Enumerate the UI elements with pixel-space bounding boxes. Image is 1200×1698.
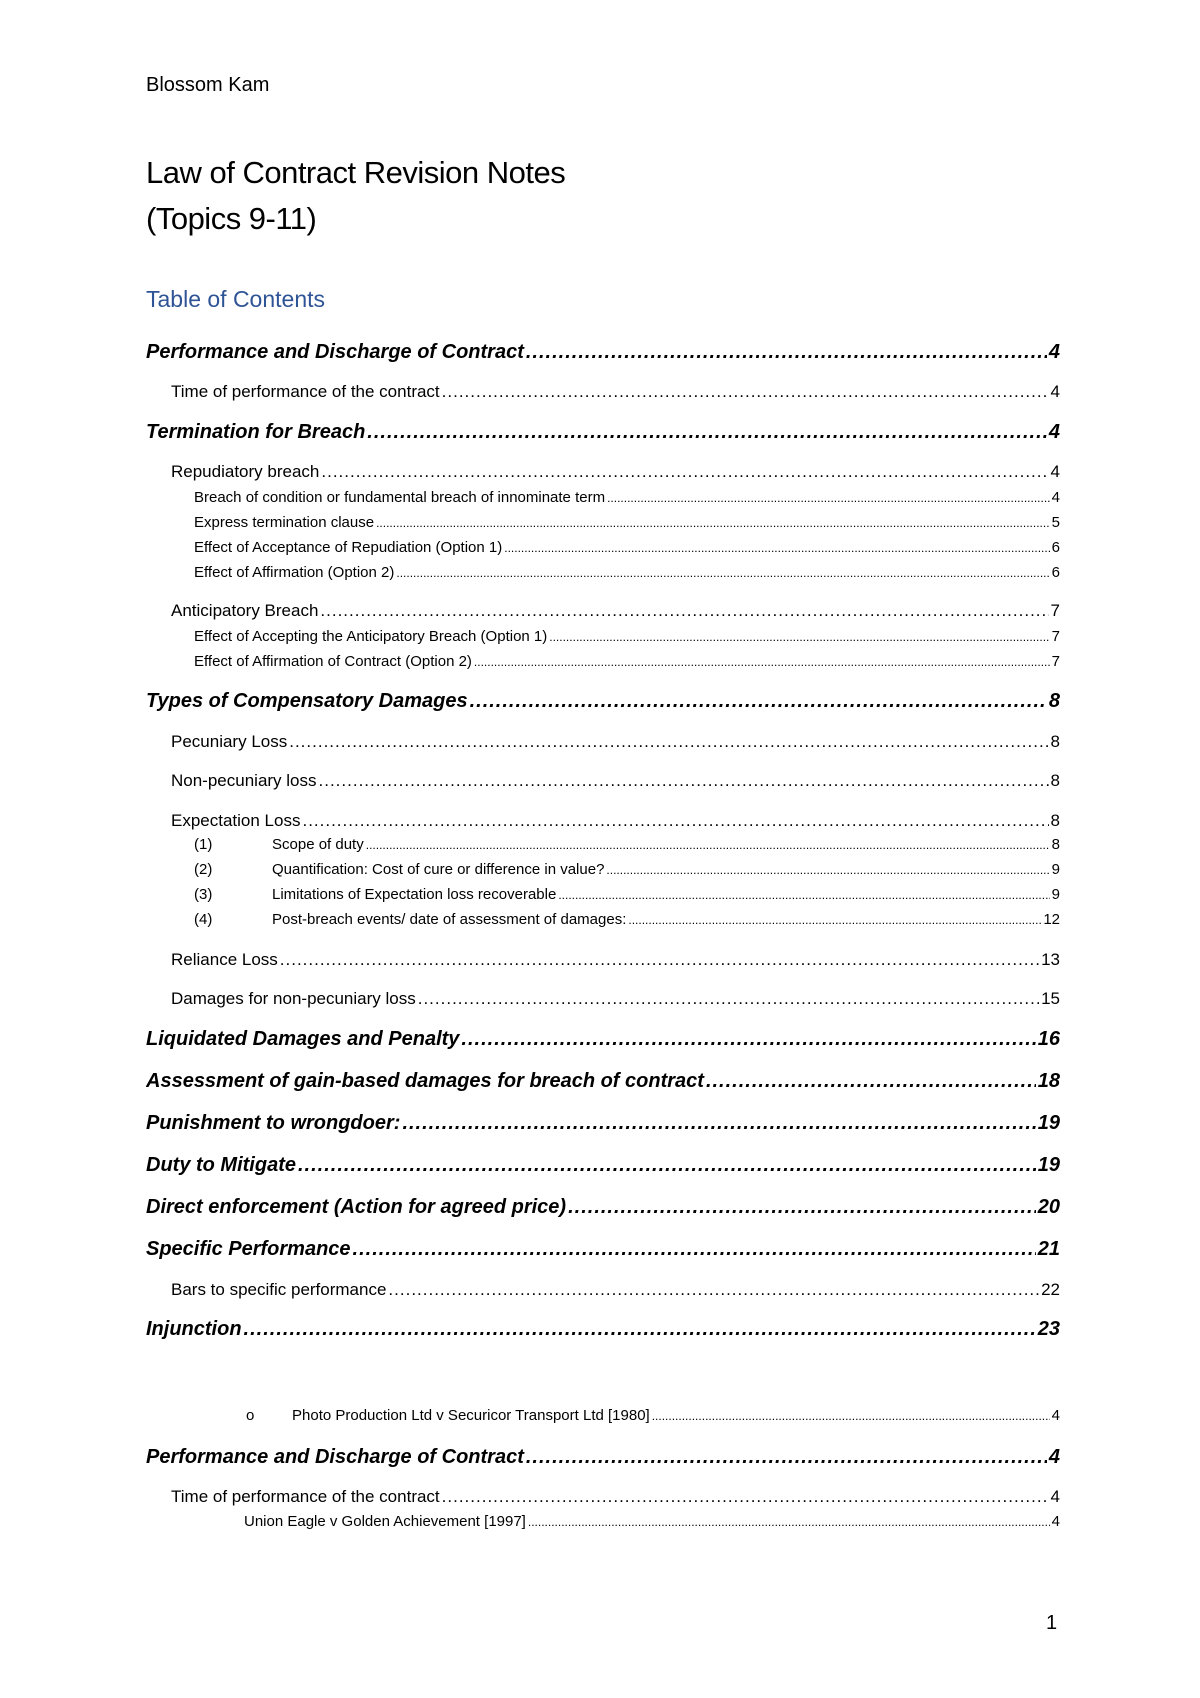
toc-page-number: 9 xyxy=(1051,861,1060,878)
toc-entry[interactable] xyxy=(146,1028,1060,1051)
toc-entry[interactable] xyxy=(194,564,1060,581)
toc-entry[interactable] xyxy=(146,1154,1060,1177)
toc-entry-label: Union Eagle v Golden Achievement [1997] xyxy=(244,1513,526,1530)
toc-page-number: 4 xyxy=(1048,1446,1060,1468)
toc-leader xyxy=(706,1070,1036,1093)
title-line-2: (Topics 9-11) xyxy=(146,201,317,236)
toc-page-number: 23 xyxy=(1037,1318,1060,1340)
toc-entry[interactable] xyxy=(194,886,1060,903)
toc-entry-label: Punishment to wrongdoer: xyxy=(146,1112,401,1134)
toc-entry-label: Duty to Mitigate xyxy=(146,1154,296,1176)
toc-entry-number: (4) xyxy=(194,911,213,928)
toc-page-number: 15 xyxy=(1041,989,1060,1008)
toc-leader xyxy=(298,1154,1036,1177)
toc-entry-label: Anticipatory Breach xyxy=(171,601,319,620)
toc-entry[interactable] xyxy=(146,1238,1060,1261)
toc-leader xyxy=(321,462,1048,482)
toc-leader xyxy=(528,1515,1050,1529)
toc-entry[interactable] xyxy=(194,653,1060,670)
toc-entry-label: Limitations of Expectation loss recoverable xyxy=(272,886,557,903)
toc-page-number: 8 xyxy=(1048,690,1060,712)
toc-leader xyxy=(280,950,1039,970)
toc-entry-number: (3) xyxy=(194,886,213,903)
toc-leader xyxy=(418,989,1039,1009)
toc-page-number: 8 xyxy=(1050,771,1060,790)
toc-entry-label: Termination for Breach xyxy=(146,421,366,443)
toc-entry-number: (2) xyxy=(194,861,213,878)
document-title xyxy=(146,150,565,242)
bullet-icon: o xyxy=(246,1407,255,1424)
toc-leader xyxy=(461,1028,1035,1051)
toc-page-number: 18 xyxy=(1037,1070,1060,1092)
toc-entry-label: Effect of Affirmation of Contract (Option 2) xyxy=(194,653,472,670)
toc-entry[interactable] xyxy=(146,1446,1060,1469)
toc-entry[interactable] xyxy=(194,514,1060,531)
toc-entry-label: Effect of Accepting the Anticipatory Breach (Option 1) xyxy=(194,628,548,645)
toc-entry[interactable] xyxy=(246,1407,1060,1424)
toc-page-number: 13 xyxy=(1041,950,1060,969)
toc-leader xyxy=(396,566,1049,580)
toc-entry-label: Time of performance of the contract xyxy=(171,1487,440,1506)
toc-page-number: 5 xyxy=(1051,514,1060,531)
toc-leader xyxy=(628,913,1041,927)
toc-entry[interactable] xyxy=(244,1513,1060,1530)
toc-page-number: 4 xyxy=(1050,382,1060,401)
toc-entry[interactable] xyxy=(171,950,1060,970)
toc-leader xyxy=(607,491,1050,505)
toc-leader xyxy=(652,1409,1050,1423)
author-name: Blossom Kam xyxy=(146,74,270,96)
toc-entry-label: Scope of duty xyxy=(272,836,364,853)
toc-entry[interactable] xyxy=(194,911,1060,928)
toc-leader xyxy=(474,655,1050,669)
toc-entry[interactable] xyxy=(171,732,1060,752)
toc-entry-label: Performance and Discharge of Contract xyxy=(146,341,524,363)
toc-entry[interactable] xyxy=(194,539,1060,556)
toc-leader xyxy=(244,1318,1036,1341)
toc-leader xyxy=(504,541,1049,555)
toc-entry-label: Types of Compensatory Damages xyxy=(146,690,468,712)
toc-page-number: 4 xyxy=(1051,1513,1060,1530)
toc-entry[interactable] xyxy=(146,341,1060,364)
toc-leader xyxy=(470,690,1047,713)
toc-entry-label: Effect of Affirmation (Option 2) xyxy=(194,564,395,581)
toc-entry[interactable] xyxy=(146,421,1060,444)
toc-entry[interactable] xyxy=(171,989,1060,1009)
toc-page-number: 4 xyxy=(1048,341,1060,363)
toc-entry-label: Photo Production Ltd v Securicor Transport Ltd [1980] xyxy=(292,1407,650,1424)
toc-entry[interactable] xyxy=(171,771,1060,791)
toc-entry[interactable] xyxy=(171,811,1060,831)
toc-entry-label: Assessment of gain-based damages for breach of contract xyxy=(146,1070,704,1092)
toc-entry-label: Liquidated Damages and Penalty xyxy=(146,1028,460,1050)
toc-page-number: 12 xyxy=(1043,911,1060,928)
toc-page-number: 20 xyxy=(1037,1196,1060,1218)
toc-leader xyxy=(526,341,1047,364)
toc-entry[interactable] xyxy=(146,690,1060,713)
toc-page-number: 4 xyxy=(1048,421,1060,443)
toc-page-number: 6 xyxy=(1051,539,1060,556)
toc-page-number: 22 xyxy=(1041,1280,1060,1299)
toc-entry[interactable] xyxy=(146,1112,1060,1135)
toc-page-number: 16 xyxy=(1037,1028,1060,1050)
toc-leader xyxy=(549,630,1049,644)
toc-page-number: 7 xyxy=(1051,653,1060,670)
toc-entry[interactable] xyxy=(146,1070,1060,1093)
toc-leader xyxy=(366,838,1050,852)
toc-entry-label: Breach of condition or fundamental breach of innominate term xyxy=(194,489,606,506)
toc-entry[interactable] xyxy=(146,1318,1060,1341)
toc-entry-label: Post-breach events/ date of assessment of damages: xyxy=(272,911,627,928)
toc-leader xyxy=(289,732,1048,752)
toc-entry-number: (1) xyxy=(194,836,213,853)
toc-heading: Table of Contents xyxy=(146,286,326,312)
toc-entry-label: Effect of Acceptance of Repudiation (Option 1) xyxy=(194,539,503,556)
toc-page-number: 4 xyxy=(1051,489,1060,506)
toc-entry-label: Quantification: Cost of cure or difference in value? xyxy=(272,861,605,878)
toc-page-number: 4 xyxy=(1050,1487,1060,1506)
toc-page-number: 19 xyxy=(1037,1112,1060,1134)
toc-page-number: 8 xyxy=(1051,836,1060,853)
toc-entry-label: Time of performance of the contract xyxy=(171,382,440,401)
toc-leader xyxy=(319,771,1049,791)
title-line-1: Law of Contract Revision Notes xyxy=(146,155,566,190)
toc-entry[interactable] xyxy=(194,836,1060,853)
toc-entry-label: Express termination clause xyxy=(194,514,375,531)
toc-leader xyxy=(442,382,1049,402)
toc-page-number: 8 xyxy=(1050,811,1060,830)
toc-entry-label: Pecuniary Loss xyxy=(171,732,288,751)
toc-leader xyxy=(402,1112,1035,1135)
toc-entry-label: Specific Performance xyxy=(146,1238,351,1260)
toc-entry-label: Performance and Discharge of Contract xyxy=(146,1446,524,1468)
toc-leader xyxy=(302,811,1048,831)
toc-leader xyxy=(558,888,1049,902)
toc-entry-label: Direct enforcement (Action for agreed price) xyxy=(146,1196,567,1218)
toc-entry[interactable] xyxy=(171,462,1060,482)
toc-page-number: 21 xyxy=(1037,1238,1060,1260)
toc-page-number: 8 xyxy=(1050,732,1060,751)
toc-leader xyxy=(568,1196,1036,1219)
toc-leader xyxy=(606,863,1049,877)
toc-leader xyxy=(442,1487,1049,1507)
toc-entry-label: Expectation Loss xyxy=(171,811,301,830)
toc-leader xyxy=(388,1280,1039,1300)
page-number: 1 xyxy=(1046,1612,1058,1634)
toc-leader xyxy=(376,516,1050,530)
toc-entry[interactable] xyxy=(146,1196,1060,1219)
toc-page-number: 9 xyxy=(1051,886,1060,903)
toc-entry-label: Repudiatory breach xyxy=(171,462,320,481)
toc-leader xyxy=(526,1446,1047,1469)
toc-entry[interactable] xyxy=(171,1487,1060,1507)
toc-entry[interactable] xyxy=(171,382,1060,402)
toc-entry[interactable] xyxy=(171,1280,1060,1300)
toc-entry[interactable] xyxy=(194,628,1060,645)
toc-page-number: 4 xyxy=(1051,1407,1060,1424)
toc-page-number: 19 xyxy=(1037,1154,1060,1176)
toc-leader xyxy=(353,1238,1036,1261)
toc-entry[interactable] xyxy=(194,861,1060,878)
toc-entry[interactable] xyxy=(171,601,1060,621)
toc-entry[interactable] xyxy=(194,489,1060,506)
toc-leader xyxy=(320,601,1048,621)
toc-entry-label: Bars to specific performance xyxy=(171,1280,387,1299)
toc-leader xyxy=(367,421,1047,444)
toc-entry-label: Injunction xyxy=(146,1318,242,1340)
toc-page-number: 7 xyxy=(1051,628,1060,645)
toc-page-number: 4 xyxy=(1050,462,1060,481)
toc-entry-label: Non-pecuniary loss xyxy=(171,771,317,790)
toc-entry-label: Damages for non-pecuniary loss xyxy=(171,989,416,1008)
toc-page-number: 7 xyxy=(1050,601,1060,620)
toc-entry-label: Reliance Loss xyxy=(171,950,278,969)
toc-page-number: 6 xyxy=(1051,564,1060,581)
